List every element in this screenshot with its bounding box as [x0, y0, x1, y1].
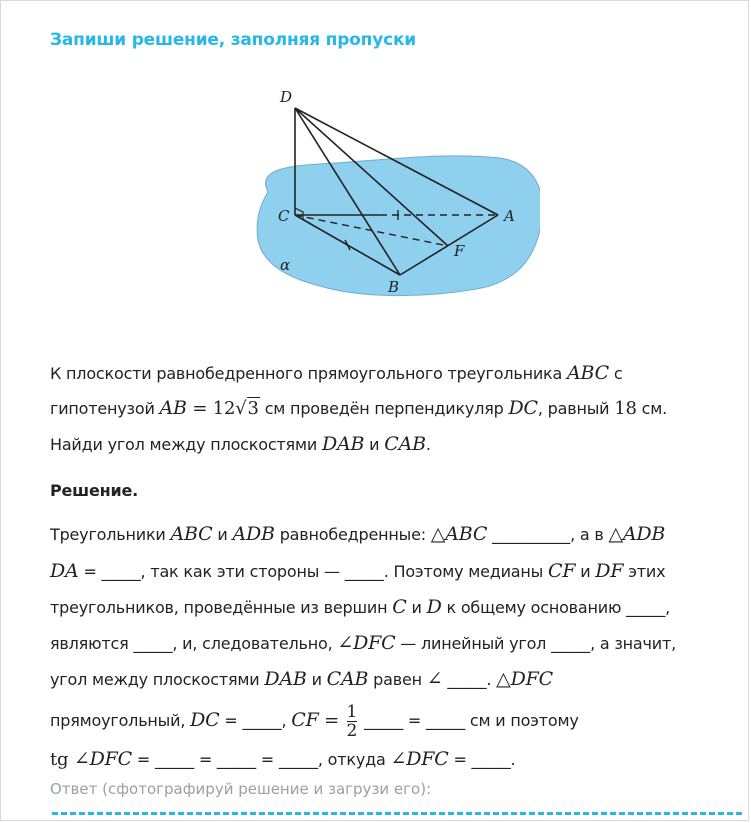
- math-abc: ABC: [170, 523, 213, 545]
- math-ab: AB: [159, 397, 187, 419]
- fraction-numerator: 1: [346, 702, 358, 722]
- math-c: C: [392, 596, 407, 618]
- math-triangle-adb: △ADB: [608, 523, 666, 545]
- math-abc: ABC: [567, 362, 609, 384]
- solution-line-2: [50, 560, 665, 583]
- math-triangle-dfc: △DFC: [496, 668, 553, 690]
- solution-text: и: [306, 670, 327, 689]
- label-c: C: [278, 207, 290, 225]
- sqrt-radicand: 3: [247, 398, 259, 419]
- math-cab: CAB: [326, 668, 369, 690]
- problem-text: .: [425, 435, 431, 454]
- blank-field: являются _____, и, следовательно,: [50, 634, 338, 653]
- solution-text: и: [406, 598, 427, 617]
- label-f: F: [454, 242, 465, 260]
- blank-field: = _____ = _____ = _____, откуда: [131, 750, 391, 769]
- math-angle-dfc: ∠DFC: [390, 748, 449, 770]
- math-angle-sign: ∠: [426, 668, 443, 690]
- solution-line-7: [50, 748, 515, 771]
- blank-field: = _____,: [219, 711, 292, 730]
- solution-text: и: [212, 525, 233, 544]
- blank-field: = _____: [78, 562, 141, 581]
- math-cab: CAB: [384, 433, 426, 455]
- solution-line-5: [50, 668, 553, 691]
- math-value: 18: [614, 398, 637, 419]
- math-d: D: [426, 596, 442, 618]
- solution-text: этих: [623, 562, 666, 581]
- label-alpha: α: [280, 256, 291, 274]
- blank-field: — линейный угол _____, а значит,: [395, 634, 676, 653]
- math-dab: DAB: [321, 433, 365, 455]
- math-triangle-abc: △ABC: [430, 523, 488, 545]
- problem-line-3: [50, 433, 431, 456]
- solution-text: треугольников, проведённые из вершин: [50, 598, 393, 617]
- blank-field: = _____.: [448, 750, 516, 769]
- solution-line-3: [50, 596, 670, 619]
- answer-label: Ответ (сфотографируй решение и загрузи его):: [50, 780, 432, 798]
- answer-input-line[interactable]: [52, 812, 742, 815]
- problem-text: гипотенузой: [50, 399, 160, 418]
- label-b: B: [388, 278, 400, 296]
- problem-text: см.: [636, 399, 667, 418]
- solution-text: угол между плоскостями: [50, 670, 265, 689]
- math-dc: DC: [190, 709, 220, 731]
- solution-title: Решение.: [50, 481, 139, 500]
- problem-text: , равный: [537, 399, 615, 418]
- math-dc: DC: [508, 397, 538, 419]
- math-angle-dfc: ∠DFC: [73, 748, 132, 770]
- solution-text: равнобедренные:: [274, 525, 431, 544]
- math-adb: ADB: [232, 523, 275, 545]
- math-tg: tg: [50, 749, 74, 770]
- problem-line-1: [50, 362, 622, 385]
- math-equals: =: [318, 710, 345, 731]
- solution-text: равен: [368, 670, 427, 689]
- fraction-denominator: 2: [346, 721, 358, 741]
- fraction-one-half: [347, 703, 358, 740]
- blank-field: _____.: [442, 670, 497, 689]
- solution-line-1: [50, 523, 665, 546]
- solution-line-6: [50, 702, 579, 740]
- math-cf: CF: [547, 560, 576, 582]
- solution-line-4: [50, 632, 676, 655]
- problem-line-2: [50, 397, 667, 420]
- problem-text: Найди угол между плоскостями: [50, 435, 322, 454]
- solution-text: , так как эти стороны — _____. Поэтому медианы: [140, 562, 548, 581]
- solution-text: и: [575, 562, 596, 581]
- blank-field: __________, а в: [487, 525, 609, 544]
- sqrt-three: √3: [235, 398, 259, 419]
- math-angle-dfc: ∠DFC: [337, 632, 396, 654]
- solution-text: прямоугольный,: [50, 711, 191, 730]
- problem-text: К плоскости равнобедренного прямоугольного треугольника: [50, 364, 567, 383]
- problem-text: и: [364, 435, 385, 454]
- math-cf: CF: [291, 709, 319, 731]
- blank-field: _____ = _____ см и поэтому: [359, 711, 579, 730]
- task-heading: Запиши решение, заполняя пропуски: [50, 30, 417, 50]
- label-d: D: [280, 88, 293, 106]
- math-da: DA: [50, 560, 79, 582]
- solution-text: Треугольники: [50, 525, 171, 544]
- problem-text: см проведён перпендикуляр: [259, 399, 509, 418]
- label-a: A: [504, 207, 515, 225]
- geometry-figure: [240, 80, 540, 300]
- problem-text: с: [608, 364, 623, 383]
- math-value: = 12: [186, 398, 236, 419]
- blank-field: к общему основанию _____,: [441, 598, 671, 617]
- math-df: DF: [595, 560, 624, 582]
- math-dab: DAB: [264, 668, 307, 690]
